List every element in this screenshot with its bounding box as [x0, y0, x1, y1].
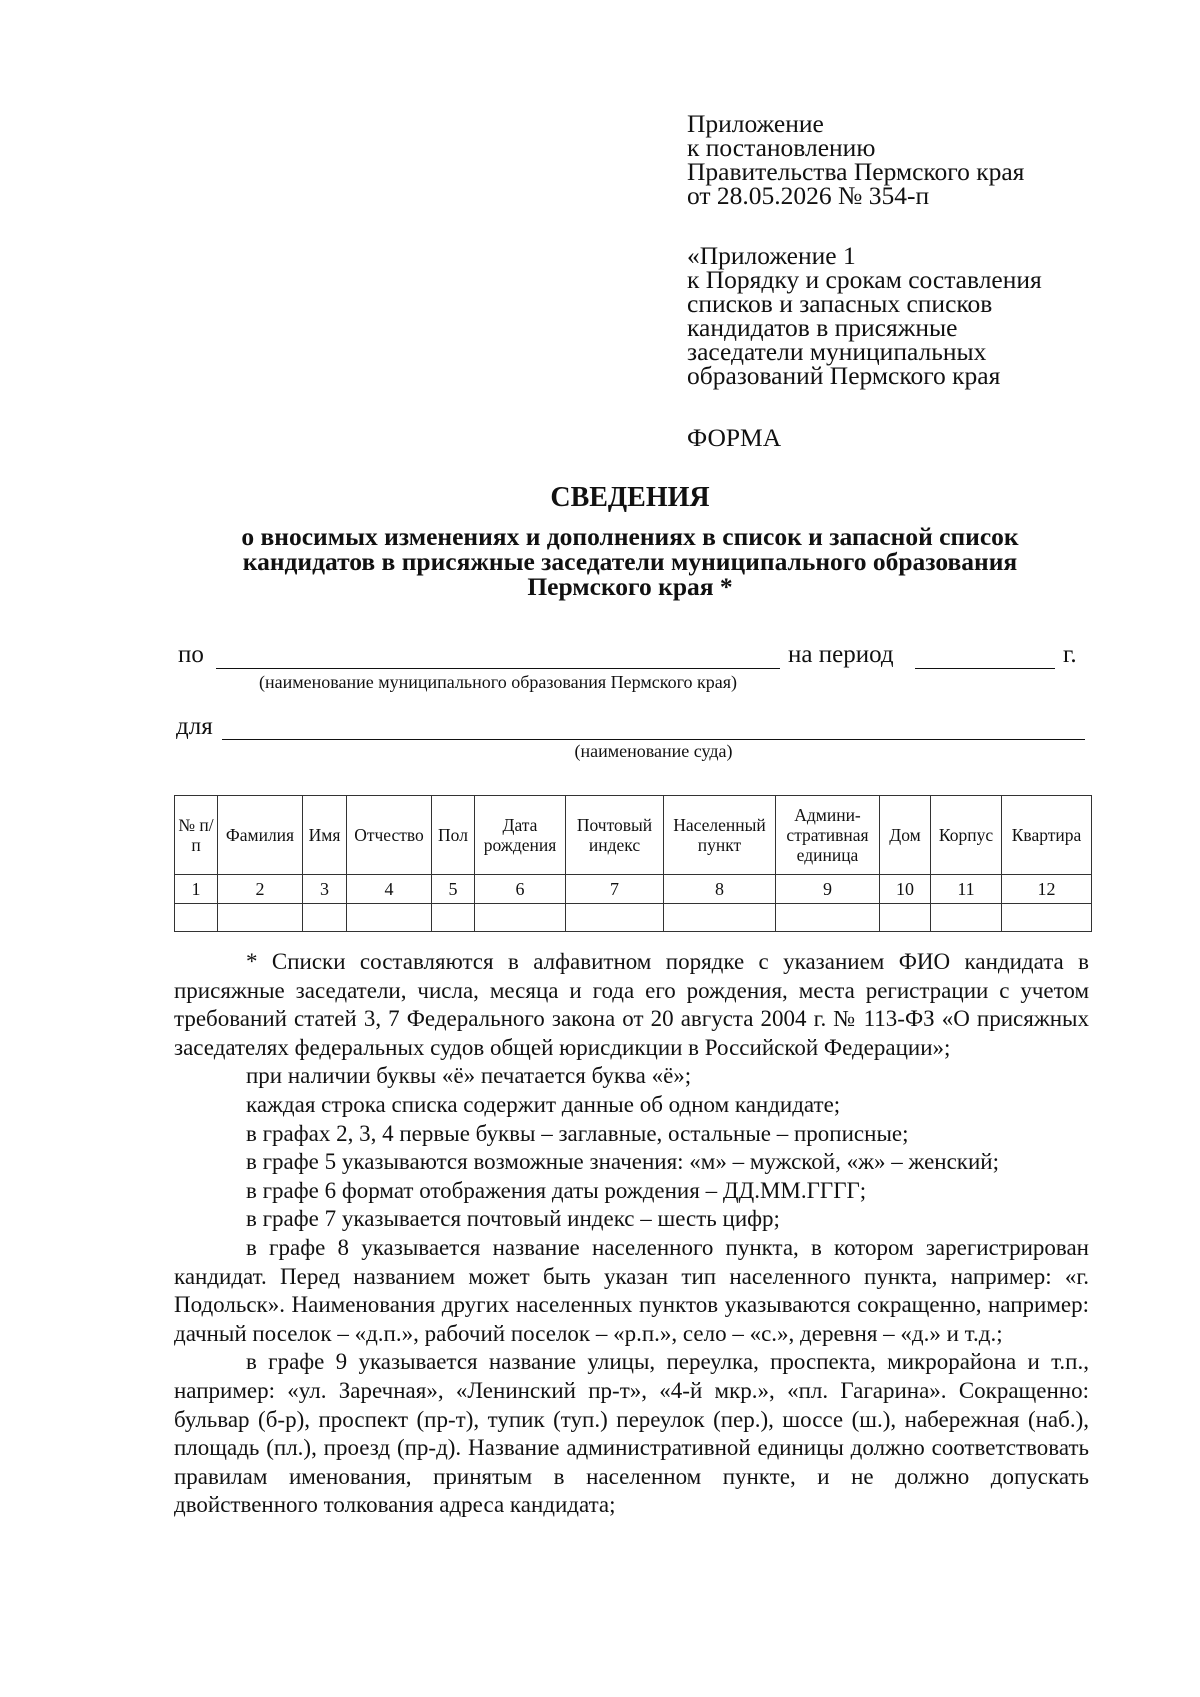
note-paragraph: каждая строка списка содержит данные об одном кандидате;: [246, 1091, 841, 1117]
appendix-line: к постановлению: [687, 133, 876, 162]
subtitle-line: Пермского края *: [527, 572, 733, 601]
table-number-row: [175, 875, 1092, 904]
column-header: Дата рождения: [475, 796, 566, 875]
column-header: Дом: [880, 796, 931, 875]
appendix-line: Правительства Пермского края: [687, 157, 1025, 186]
table-cell[interactable]: [432, 904, 475, 932]
column-number: 5: [432, 875, 475, 904]
table-cell[interactable]: [931, 904, 1002, 932]
notes-section: [174, 948, 1089, 1520]
column-number: 3: [303, 875, 347, 904]
column-header: Корпус: [931, 796, 1002, 875]
table-cell[interactable]: [303, 904, 347, 932]
subtitle-line: о вносимых изменениях и дополнениях в список и запасной список: [241, 522, 1019, 551]
column-header: Населенный пункт: [664, 796, 776, 875]
table-cell[interactable]: [347, 904, 432, 932]
table-cell[interactable]: [475, 904, 566, 932]
appendix1-line: кандидатов в присяжные: [687, 313, 958, 342]
note-paragraph: в графе 6 формат отображения даты рождения – ДД.ММ.ГГГГ;: [246, 1177, 867, 1203]
year-suffix: г.: [1063, 641, 1077, 668]
column-header: № п/п: [175, 796, 218, 875]
table-cell[interactable]: [566, 904, 664, 932]
column-header: Админи-стративная единица: [776, 796, 880, 875]
note-paragraph: при наличии буквы «ё» печатается буква «ё»;: [246, 1063, 692, 1089]
appendix1-line: заседатели муниципальных: [687, 337, 987, 366]
dlya-label: для: [176, 713, 213, 740]
note-paragraph: в графе 9 указывается название улицы, переулка, проспекта, микрорайона и т.п., например: «ул. Заречная», «Ленинский пр-т», «4-й мкр.», «пл. Гагарина». Сокращенно: бульвар (б-р), проспект (пр-т), тупик (туп.) переулок (пер.), шоссе (ш.), набережная (наб.), площадь (пл.), проезд (пр-д). Название административной единицы должно соответствовать правилам именования, принятым в населенном пункте, и не должно допускать двойственного толкования адреса кандидата;: [174, 1349, 1089, 1518]
table-cell[interactable]: [175, 904, 218, 932]
column-number: 7: [566, 875, 664, 904]
table-cell[interactable]: [880, 904, 931, 932]
appendix-header: [687, 109, 1025, 210]
column-header: Пол: [432, 796, 475, 875]
column-header: Отчество: [347, 796, 432, 875]
column-number: 6: [475, 875, 566, 904]
subtitle-line: кандидатов в присяжные заседатели муниципального образования: [242, 547, 1018, 576]
municipality-blank[interactable]: [216, 668, 780, 669]
column-number: 2: [218, 875, 303, 904]
po-label: по: [178, 641, 204, 668]
period-blank[interactable]: [915, 668, 1055, 669]
note-paragraph: в графе 5 указываются возможные значения: «м» – мужской, «ж» – женский;: [246, 1149, 999, 1175]
appendix1-header: [687, 241, 1042, 390]
form-label: ФОРМА: [687, 423, 782, 452]
document-title: СВЕДЕНИЯ: [550, 482, 710, 513]
column-number: 12: [1002, 875, 1092, 904]
column-number: 10: [880, 875, 931, 904]
table-cell[interactable]: [1002, 904, 1092, 932]
note-paragraph: в графе 8 указывается название населенного пункта, в котором зарегистрирован кандидат. Перед названием может быть указан тип населенного пункта, например: «г. Подольск». Наименования других населенных пунктов указываются сокращенно, например: дачный поселок – «д.п.», рабочий поселок – «р.п.», село – «с.», деревня – «д.» и т.д.;: [174, 1234, 1089, 1346]
note-paragraph: в графе 7 указывается почтовый индекс – шесть цифр;: [246, 1206, 780, 1232]
column-number: 1: [175, 875, 218, 904]
table-cell[interactable]: [218, 904, 303, 932]
column-number: 4: [347, 875, 432, 904]
column-number: 9: [776, 875, 880, 904]
appendix1-line: списков и запасных списков: [687, 289, 993, 318]
municipality-hint: (наименование муниципального образования Пермского края): [258, 672, 738, 692]
document-subtitle: [0, 524, 1200, 599]
appendix1-line: образований Пермского края: [687, 361, 1001, 390]
note-paragraph: в графах 2, 3, 4 первые буквы – заглавные, остальные – прописные;: [246, 1120, 909, 1146]
column-header: Имя: [303, 796, 347, 875]
column-header: Почтовый индекс: [566, 796, 664, 875]
column-number: 11: [931, 875, 1002, 904]
court-blank[interactable]: [222, 739, 1085, 740]
table-cell[interactable]: [664, 904, 776, 932]
table-header-row: [175, 796, 1092, 875]
period-label: на период: [788, 641, 894, 668]
column-header: Квартира: [1002, 796, 1092, 875]
appendix-line: Приложение: [687, 109, 824, 138]
candidates-table: [174, 795, 1092, 932]
column-number: 8: [664, 875, 776, 904]
appendix1-line: к Порядку и срокам составления: [687, 265, 1042, 294]
appendix-line: от 28.05.2026 № 354-п: [687, 181, 930, 210]
column-header: Фамилия: [218, 796, 303, 875]
court-hint: (наименование суда): [574, 741, 733, 761]
table-cell[interactable]: [776, 904, 880, 932]
table-empty-row: [175, 904, 1092, 932]
note-paragraph: * Списки составляются в алфавитном порядке с указанием ФИО кандидата в присяжные заседатели, числа, месяца и года его рождения, места регистрации с учетом требований статей 3, 7 Федерального закона от 20 августа 2004 г. № 113-ФЗ «О присяжных заседателях федеральных судов общей юрисдикции в Российской Федерации»;: [174, 949, 1089, 1060]
appendix1-line: «Приложение 1: [687, 241, 856, 270]
